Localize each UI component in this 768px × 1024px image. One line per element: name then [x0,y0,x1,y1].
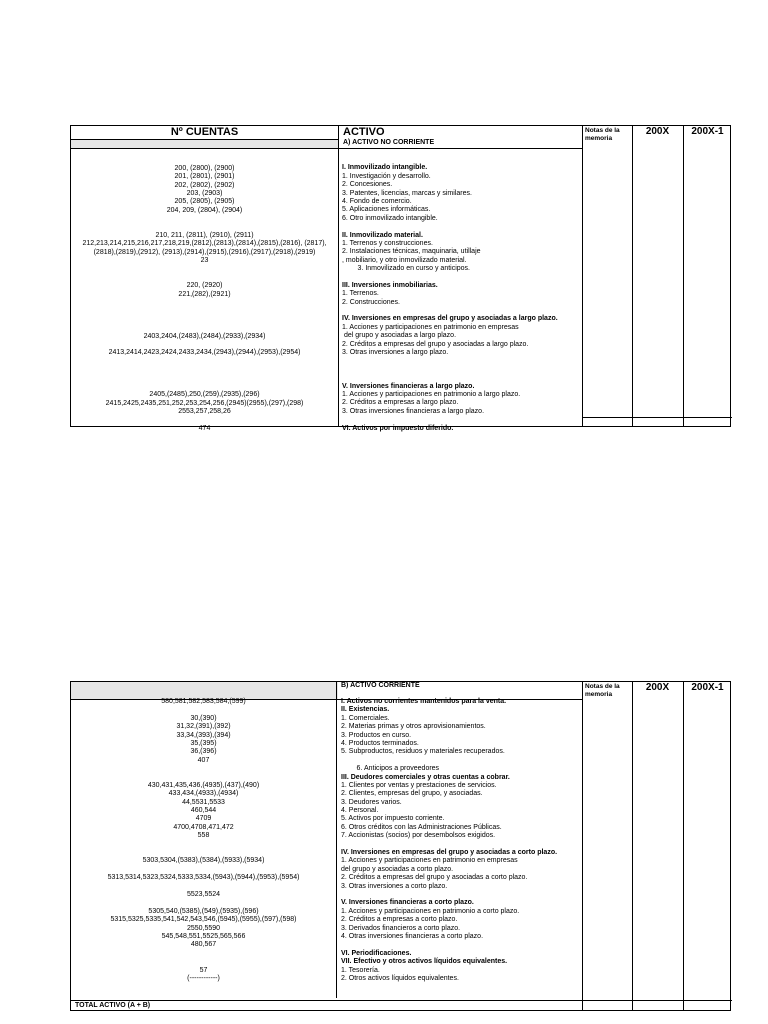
col-header-notes-bottom: Notas de la memoria [585,683,620,698]
col-header-prev-year: 200X-1 [691,126,724,137]
account-code-line [71,341,338,349]
asset-item-line: V. Inversiones financieras a largo plazo. [342,382,475,390]
col-divider-4 [683,126,684,426]
asset-item-line: 3. Deudores varios. [341,798,402,806]
asset-item-line: 2. Créditos a empresas del grupo y asociadas a corto plazo. [341,874,528,882]
account-code-line: 2405,(2485),250,(259),(2935),(296) [149,391,260,399]
asset-item-line [342,416,580,424]
asset-item-line: 3. Inmovilizado en curso y anticipos. [342,265,471,273]
balance-table-current [70,681,731,1011]
account-code-line: 200, (2800), (2900) [174,164,235,172]
account-code-line: 5303,5304,(5383),(5384),(5933),(5934) [142,857,265,865]
account-codes-list-current [71,698,336,983]
asset-item-line [342,366,580,374]
account-code-line: 212,213,214,215,216,217,218,219,(2812),(2813),(2814),(2815),(2816), (2817), [82,240,327,248]
asset-item-line: 4. Otras inversiones financieras a corto plazo. [341,932,484,940]
asset-item-line: IV. Inversiones en empresas del grupo y asociadas a corto plazo. [341,849,558,857]
asset-item-line: 6. Anticipos a proveedores [341,765,440,773]
asset-item-line: 1. Investigación y desarrollo. [342,172,431,180]
asset-item-line: 1. Clientes por ventas y prestaciones de servicios. [341,781,497,789]
asset-item-line [341,891,581,899]
account-code-line [71,958,336,966]
account-code-line: 5305,540,(5385),(549),(5935),(596) [148,907,259,915]
asset-item-line [342,273,580,281]
asset-item-line: 1. Terrenos. [342,290,379,298]
account-code-line: 2413,2414,2423,2424,2433,2434,(2943),(2944),(2953),(2954) [108,349,301,357]
asset-item-line: 1. Terrenos y construcciones. [342,239,433,247]
asset-item-line: 2. Créditos a empresas a largo plazo. [342,399,459,407]
account-code-line [71,774,336,782]
account-code-line: 203, (2903) [186,189,223,197]
asset-item-line: 2. Materias primas y otros aprovisionamientos. [341,723,486,731]
asset-item-line: 4. Fondo de comercio. [342,197,412,205]
asset-item-line: VI. Activos por impuesto diferido. [342,424,454,432]
asset-item-line: 3. Otras inversiones a largo plazo. [342,348,449,356]
asset-item-line: I. Activos no corrientes mantenidos para la venta. [341,698,507,705]
account-code-line: 430,431,435,436,(4935),(437),(490) [147,781,260,789]
asset-item-line: III. Inversiones inmobiliarias. [342,281,438,289]
account-code-line [71,841,336,849]
col-header-accounts: Nº CUENTAS [170,126,239,138]
asset-item-line: VII. Efectivo y otros activos líquidos equivalentes. [341,958,508,966]
account-code-line: 33,34,(393),(394) [176,731,231,739]
col-divider-2-bottom [582,682,583,1010]
asset-item-line: 3. Derivados financieros a corto plazo. [341,924,461,932]
asset-item-line: 4. Personal. [341,807,379,815]
asset-item-line: III. Deudores comerciales y otras cuentas a cobrar. [341,773,510,781]
col-header-year-bottom: 200X [645,682,670,693]
asset-item-line: II. Existencias. [341,706,390,714]
asset-item-line: IV. Inversiones en empresas del grupo y asociadas a largo plazo. [342,315,558,323]
balance-table-non-current [70,125,731,432]
asset-item-line: 2. Clientes, empresas del grupo, y asociadas. [341,790,483,798]
col-header-notes: Notas de la memoria [585,127,620,142]
account-code-line: 558 [197,832,210,840]
asset-item-line: 6. Otro inmovilizado intangible. [342,214,438,222]
account-code-line [71,883,336,891]
asset-item-line [342,223,580,231]
total-assets-label: TOTAL ACTIVO (A + B) [75,1002,151,1009]
asset-item-line: 7. Accionistas (socios) por desembolsos exigidos. [341,832,496,840]
account-code-line: (2818),(2819),(2912), (2913),(2914),(2915),(2916),(2917),(2918),(2919) [93,248,316,256]
accounts-header-shade [71,139,338,148]
asset-item-line: del grupo y asociadas a largo plazo. [342,332,457,340]
col-divider-1-bottom [336,682,337,998]
account-code-line: 407 [197,756,210,764]
col-divider-3 [632,126,633,426]
asset-item-line: I. Inmovilizado intangible. [342,164,428,172]
account-code-line: 5313,5314,5323,5324,5333,5334,(5943),(5944),(5953),(5954) [107,874,300,882]
account-code-line: 202, (2802), (2902) [174,181,235,189]
col-header-prev-year-bottom: 200X-1 [691,682,724,693]
asset-item-line: 2. Instalaciones técnicas, maquinaria, utillaje [342,248,481,256]
account-code-line: 23 [200,257,209,265]
account-code-line [71,215,338,223]
col-header-asset: ACTIVO [343,126,385,138]
col-divider-2 [582,126,583,426]
header-divider-accounts [71,139,338,140]
account-code-line [71,706,336,714]
account-code-line [71,950,336,958]
account-code-line: 36,(396) [190,748,217,756]
account-code-line: 2550,5590 [186,924,221,932]
asset-item-line: 2. Concesiones. [342,181,393,189]
account-code-line [71,417,338,425]
account-code-line: 30,(390) [190,714,217,722]
section-title-non-current: A) ACTIVO NO CORRIENTE [343,139,435,146]
account-code-line: 480,567 [190,941,217,949]
asset-item-line: 5. Subproductos, residuos y materiales recuperados. [341,748,505,756]
asset-item-line: , mobiliario, y otro inmovilizado material. [342,256,467,264]
footer-divider [582,417,732,418]
account-code-line: 5315,5325,5335,541,542,543,546,(5945),(5955),(597),(598) [110,916,297,924]
asset-item-line [342,374,580,382]
account-code-line [71,358,338,366]
asset-item-line [342,357,580,365]
account-code-line: 545,548,551,5525,565,566 [161,932,246,940]
account-code-line: (------------) [187,974,220,982]
asset-item-line: 2. Créditos a empresas del grupo y asociadas a largo plazo. [342,340,529,348]
account-codes-list [71,148,338,433]
asset-item-line: 1. Acciones y participaciones en patrimonio en empresas [341,857,518,865]
account-code-line: 220, (2920) [186,282,223,290]
header-divider-asset [338,148,582,149]
account-code-line [71,148,338,156]
asset-item-line: 3. Productos en curso. [341,731,412,739]
asset-item-line: 1. Comerciales. [341,714,390,722]
account-code-line: 460,544 [190,807,217,815]
col-divider-1 [338,126,339,426]
account-code-line: 4709 [195,815,212,823]
asset-item-line [341,941,581,949]
asset-item-line: 1. Acciones y participaciones en patrimonio a largo plazo. [342,390,521,398]
asset-items-list-current [341,698,581,983]
asset-item-line: 3. Patentes, licencias, marcas y similares. [342,189,472,197]
account-code-line [71,324,338,332]
account-code-line: 5523,5524 [186,890,221,898]
asset-item-line: 2. Créditos a empresas a corto plazo. [341,916,458,924]
asset-item-line: V. Inversiones financieras a corto plazo. [341,899,474,907]
asset-item-line: 1. Tesorería. [341,966,380,974]
accounts-header-shade-bottom [71,682,338,699]
account-code-line [71,274,338,282]
account-code-line [71,316,338,324]
asset-item-line: II. Inmovilizado material. [342,231,423,239]
asset-item-line: 5. Activos por impuesto corriente. [341,815,445,823]
account-code-line [71,265,338,273]
asset-item-line: 2. Construcciones. [342,298,400,306]
asset-item-line: VI. Periodificaciones. [341,949,412,957]
asset-item-line [342,307,580,315]
account-code-line: 474 [198,424,211,432]
account-code-line: 204, 209, (2804), (2904) [166,206,243,214]
account-code-line: 580,581,582,583,584,(599) [161,698,246,705]
asset-item-line: 5. Aplicaciones informáticas. [342,206,431,214]
account-code-line: 205, (2805), (2905) [174,198,235,206]
account-code-line: 31,32,(391),(392) [176,723,231,731]
account-code-line [71,299,338,307]
asset-item-line: 3. Otras inversiones a corto plazo. [341,882,448,890]
account-code-line: 433,434,(4933),(4934) [168,790,239,798]
asset-items-list [342,156,580,433]
account-code-line [71,375,338,383]
asset-item-line: 4. Productos terminados. [341,739,419,747]
account-code-line [71,156,338,164]
account-code-line: 2415,2425,2435,251,252,253,254,256,(2945)(2955),(297),(298) [105,399,304,407]
asset-item-line: 1. Acciones y participaciones en patrimonio en empresas [342,323,519,331]
col-header-year: 200X [645,126,670,137]
asset-item-line: 1. Acciones y participaciones en patrimonio a corto plazo. [341,907,520,915]
account-code-line: 2403,2404,(2483),(2484),(2933),(2934) [143,332,266,340]
account-code-line: 44,5531,5533 [182,798,225,806]
asset-item-line: 3. Otras inversiones financieras a largo plazo. [342,407,485,415]
account-code-line [71,383,338,391]
account-code-line: 2553,257,258,26 [178,408,231,416]
col-divider-3-bottom [632,682,633,1010]
account-code-line [71,224,338,232]
asset-item-line: del grupo y asociadas a corto plazo. [341,865,454,873]
asset-item-line: 6. Otros créditos con las Administraciones Públicas. [341,823,502,831]
account-code-line: 35,(395) [190,739,217,747]
account-code-line [71,366,338,374]
account-code-line [71,899,336,907]
col-divider-4-bottom [683,682,684,1010]
asset-item-line [341,841,581,849]
account-code-line [71,307,338,315]
asset-item-line: 2. Otros activos líquidos equivalentes. [341,974,459,982]
account-code-line [71,765,336,773]
account-code-line: 201, (2801), (2901) [174,173,235,181]
account-code-line [71,849,336,857]
asset-item-line [342,156,580,164]
account-code-line: 4700,4708,471,472 [173,823,234,831]
account-code-line: 57 [199,966,208,974]
account-code-line: 210, 211, (2811), (2910), (2911) [155,231,254,239]
asset-item-line [341,757,581,765]
account-code-line [71,866,336,874]
section-title-current: B) ACTIVO CORRIENTE [341,682,420,689]
account-code-line: 221,(282),(2921) [178,290,231,298]
